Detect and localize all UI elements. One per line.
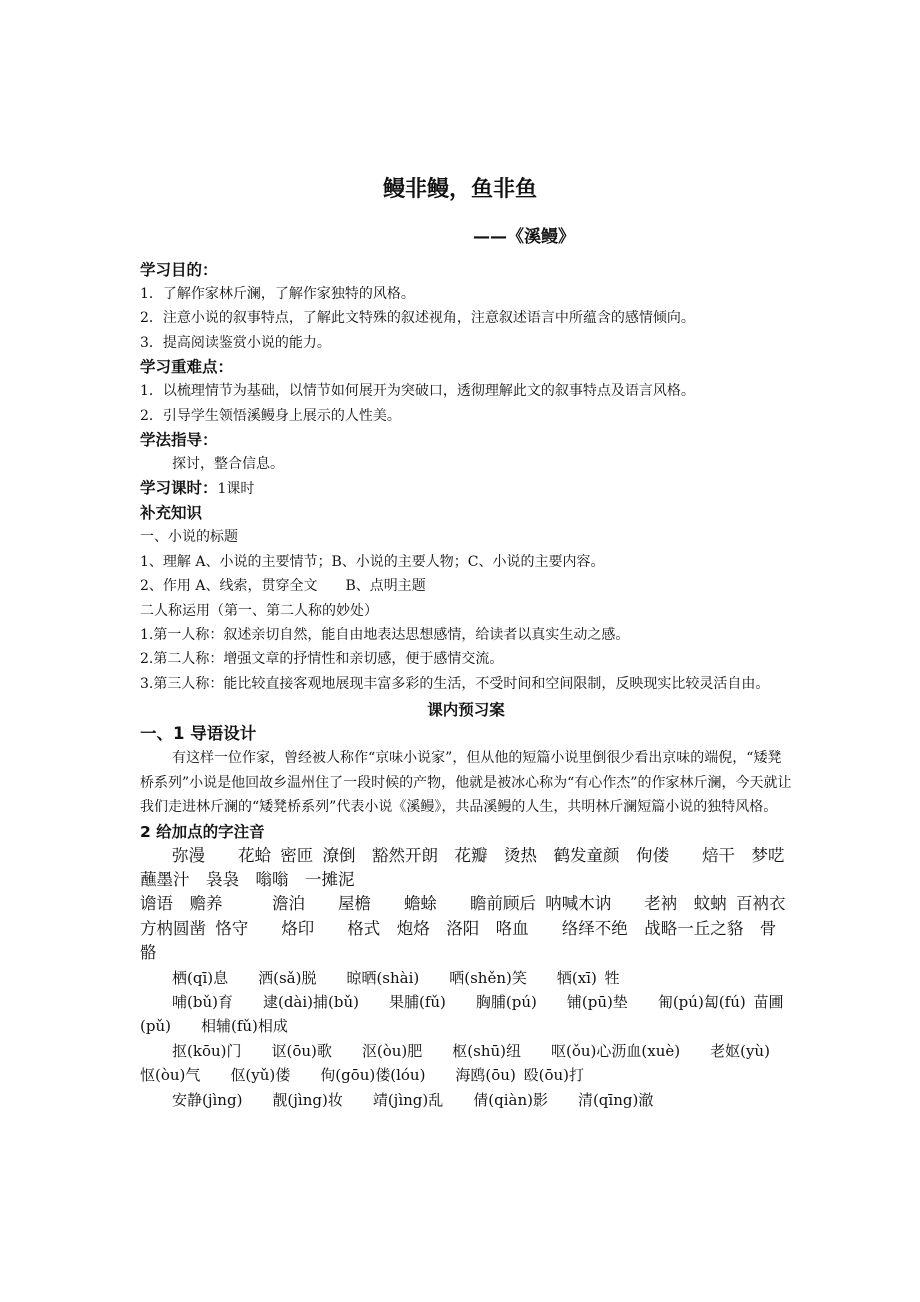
word-list: 谵语 赡养 澹泊 屋檐 蟾蜍 瞻前顾后 呐喊木讷 老衲 蚊蚋 百衲衣 方枘圆凿 恪守 烙印 格式 炮烙 洛阳 咯血 络绎不绝 战略一丘之貉 骨骼 <box>140 894 819 963</box>
supplement-line: 3.第三人称：能比较直接客观地展现丰富多彩的生活，不受时间和空间限制，反映现实比较灵活自由。 <box>140 675 770 692</box>
document-body <box>140 258 819 1112</box>
supplement-line: 二人称运用（第一、第二人称的妙处） <box>140 602 378 619</box>
pinyin-list: 抠(kōu)门 讴(ōu)歌 沤(òu)肥 枢(shū)纽 呕(ǒu)心沥血(xuè) 老妪(yù) 怄(òu)气 伛(yǔ)偻 佝(gōu)偻(lóu) 海鸥(ōu) 殴(ōu)打 <box>140 1041 800 1085</box>
hours-line <box>140 476 792 501</box>
page-subtitle: ——《溪鳗》 <box>473 227 575 247</box>
difficulty-item: 1．以梳理情节为基础，以情节如何展开为突破口，透彻理解此文的叙事特点及语言风格。 <box>140 383 695 400</box>
goals-heading: 学习目的： <box>140 261 218 279</box>
method-text: 探讨，整合信息。 <box>172 456 284 473</box>
difficulties-heading: 学习重难点： <box>140 358 234 377</box>
pinyin-list: 哺(bǔ)育 逮(dài)捕(bǔ) 果脯(fǔ) 胸脯(pú) 铺(pū)垫 匍(pú)匐(fú) 苗圃(pǔ) 相辅(fǔ)相成 <box>140 992 784 1036</box>
supplement-line: 1、理解 A、小说的主要情节；B、小说的主要人物；C、小说的主要内容。 <box>140 553 605 570</box>
intro-paragraph: 有这样一位作家，曾经被人称作“京味小说家”，但从他的短篇小说里倒很少看出京味的端倪，“矮凳桥系列”小说是他回故乡温州住了一段时候的产物，他就是被冰心称为“有心作杰”的作家林斤澜，今天就让我们走进林斤澜的“矮凳桥系列”代表小说《溪鳗》，共品溪鳗的人生，共明林斤澜短篇小说的独特风格。 <box>140 750 792 816</box>
pinyin-list: 安静(jìng) 靓(jìng)妆 靖(jìng)乱 倩(qiàn)影 清(qīng)澈 <box>172 1090 654 1109</box>
supplement-line: 1.第一人称：叙述亲切自然，能自由地表达思想感情，给读者以真实生动之感。 <box>140 627 630 644</box>
hours-heading: 学习课时： <box>140 479 218 498</box>
difficulty-item: 2．引导学生领悟溪鳗身上展示的人性美。 <box>140 407 401 424</box>
preview-heading: 课内预习案 <box>427 701 505 720</box>
goal-item: 1．了解作家林斤澜，了解作家独特的风格。 <box>140 286 415 302</box>
supplement-line: 2.第二人称：增强文章的抒情性和亲切感，便于感情交流。 <box>140 651 504 668</box>
section-phonetic-heading: 2 给加点的字注音 <box>140 822 265 841</box>
hours-value: 1课时 <box>217 481 255 498</box>
page-title: 鳗非鳗，鱼非鱼 <box>382 177 537 202</box>
section-intro-heading: 一、1 导语设计 <box>140 724 257 744</box>
pinyin-list: 栖(qī)息 洒(sǎ)脱 晾晒(shài) 哂(shěn)笑 牺(xī) 牲 <box>172 968 620 987</box>
supplement-line: 2、作用 A、线索，贯穿全文 B、点明主题 <box>140 578 426 595</box>
method-heading: 学法指导： <box>140 431 218 450</box>
goal-item: 2．注意小说的叙事特点，了解此文特殊的叙述视角，注意叙述语言中所蕴含的感情倾向。 <box>140 310 695 327</box>
supplement-line: 一、小说的标题 <box>140 529 238 546</box>
supplement-heading: 补充知识 <box>140 504 203 523</box>
word-list: 弥漫 花蛤 密匝 潦倒 豁然开朗 花瓣 烫热 鹤发童颜 佝偻 焙干 梦呓 蘸墨汁 袅袅 嗡嗡 一摊泥 <box>140 845 818 889</box>
goal-item: 3．提高阅读鉴赏小说的能力。 <box>140 334 331 351</box>
